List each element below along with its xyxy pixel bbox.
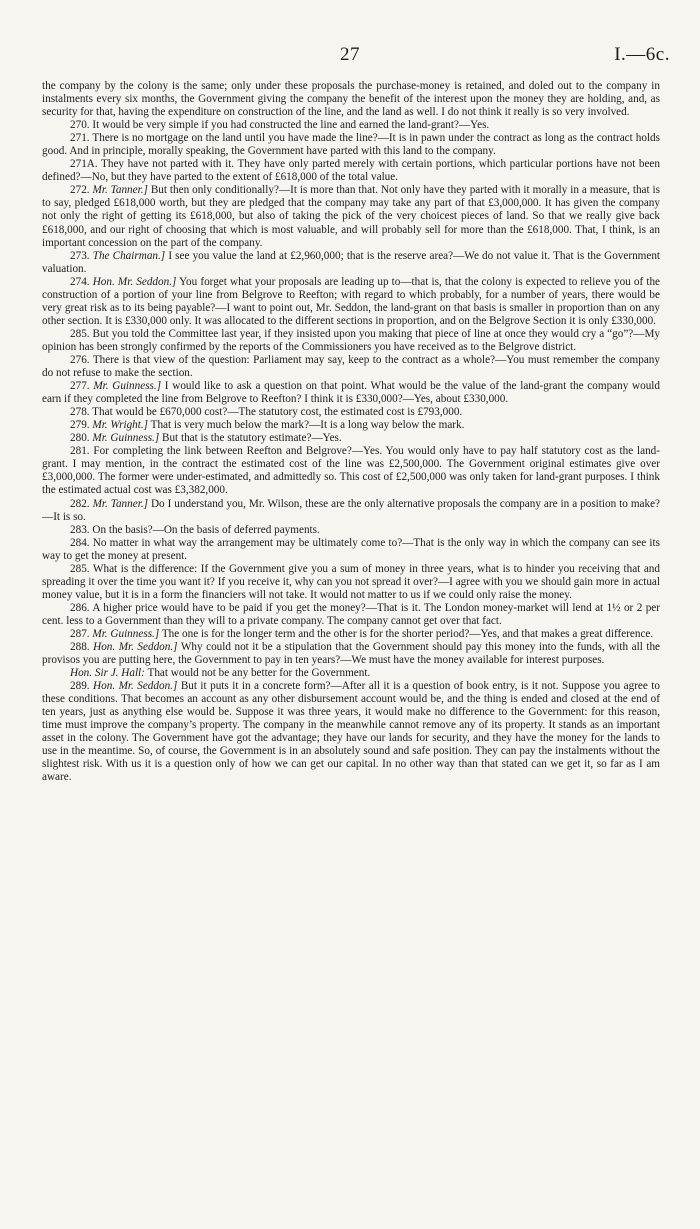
speaker: Mr. Guinness.]	[92, 627, 160, 640]
speaker: Hon. Mr. Seddon.]	[93, 641, 178, 654]
question-number: 277.	[70, 380, 94, 393]
paragraph	[42, 380, 660, 406]
paragraph	[42, 432, 660, 445]
question-number: 288.	[70, 641, 94, 654]
paragraph-text: But it puts it in a concrete form?—After all it is a question of book entry, is it not. Suppose you agree to these conditions. That becomes an account as any other disbursement account would be, and the thing is ended and closed at the end of ten years, just as anything else would be. Suppose it was three years, it would make no difference to the Government: for this reason, time must improve the company’s property. The company in the meanwhile cannot remove any of its property. It stands as an important asset in the colony. The Government have got the advantage; they have our lands for security, and they have the money for the lands to use in the meantime. So, of course, the Government is in an absolutely sound and safe position. They can pay the instalments without the slightest risk. With us it is a question only of how we can get our capital. In no other way than that stated can we get it, so far as I am aware.	[42, 680, 661, 784]
question-number: 282.	[70, 497, 93, 510]
paragraph-text: Why could not it be a stipulation that the Government should pay this money into the funds, with all the provisos you are putting here, the Government to pay in ten years?—We must have the money available for interest purposes.	[42, 641, 661, 667]
paragraph: 271. There is no mortgage on the land until you have made the line?—It is in pawn under the contract as long as the contract holds good. And in principle, morally speaking, the Government have parted with this land to the company.	[42, 132, 660, 158]
paragraph	[42, 498, 660, 524]
speaker: Hon. Sir J. Hall:	[70, 667, 145, 680]
paragraph	[42, 628, 660, 641]
paragraph-text: But then only conditionally?—It is more than that. Not only have they parted with it morally in a measure, that is to say, pledged £618,000 worth, but they are pledged that the company may take any part of that £3,000,000. It has given the company not only the right of getting its £618,000, but also of taking the pick of the very choicest pieces of land. So that we really give back £618,000, and our right of choosing that which is most valuable, and will probably sell for more than the £618,000. That, I think, is an important concession on the part of the company.	[42, 184, 661, 249]
paragraph: 285. But you told the Committee last year, if they insisted upon you making that piece of line at once they would cry a “go”?—My opinion has been strongly confirmed by the reports of the Commissioners you have received as to the Belgrove district.	[42, 327, 660, 353]
paragraph	[42, 184, 660, 249]
speaker: The Chairman.]	[92, 249, 166, 262]
speaker: Mr. Guinness.]	[92, 432, 160, 445]
paragraph	[42, 419, 660, 432]
page-header	[0, 44, 700, 68]
question-number: 273.	[70, 249, 93, 262]
paragraph-text: Do I understand you, Mr. Wilson, these are the only alternative proposals the company are in a position to make?—It is so.	[42, 497, 661, 523]
paragraph-text: You forget what your proposals are leading up to—that is, that the colony is expected to relieve you of the construction of a portion of your line from Belgrove to Reefton; with regard to which probably, for a number of years, there would be very great risk as to its being payable?—I want to point out, Mr. Seddon, the land-grant on that basis is smaller in proportion than on any other section. It is £330,000 only. It was allocated to the different sections in proportion, and on the Belgrove Section it is only £330,000.	[42, 275, 661, 327]
speaker: Mr. Tanner.]	[92, 497, 148, 510]
speaker: Mr. Wright.]	[92, 419, 149, 432]
paragraph-text: That is very much below the mark?—It is a long way below the mark.	[150, 419, 465, 432]
paragraph	[42, 250, 660, 276]
paragraph-text: I see you value the land at £2,960,000; that is the reserve area?—We do not value it. That is the Government valuation.	[42, 249, 661, 275]
paragraph: 284. No matter in what way the arrangement may be ultimately come to?—That is the only way in which the company can see its way to get the money at present.	[42, 536, 660, 562]
paragraph	[42, 641, 660, 667]
question-number: 279.	[70, 419, 93, 432]
question-number: 287.	[70, 627, 93, 640]
question-number: 280.	[70, 432, 93, 445]
paragraph: 281. For completing the link between Reefton and Belgrove?—Yes. You would only have to pay half statutory cost as the land-grant. I may mention, in the contract the estimated cost of the line was £2,500,000. The Government original estimates give over £3,000,000. The former were under-estimated, and admittedly so. This cost of £2,500,000 was only taken for land-grant purposes. I think the estimated actual cost was £3,382,000.	[42, 445, 660, 497]
paragraph: 278. That would be £670,000 cost?—The statutory cost, the estimated cost is £793,000.	[70, 406, 463, 419]
paragraph: 270. It would be very simple if you had constructed the line and earned the land-grant?—Yes.	[70, 119, 490, 132]
paragraph-text: But that is the statutory estimate?—Yes.	[162, 432, 342, 445]
paragraph-text: I would like to ask a question on that point. What would be the value of the land-grant the company would earn if they completed the line from Belgrove to Reefton? I think it is £330,000?—Yes, about £330,000.	[42, 380, 661, 406]
paragraph: the company by the colony is the same; only under these proposals the purchase-money is retained, and doled out to the company in instalments every six months, the Government giving the company the benefit of the interest upon the money they are holding, and, as security for that, having the expenditure on construction of the line, and the land as well. I do not think it really is so very involved.	[42, 80, 660, 119]
paragraph-text: The one is for the longer term and the other is for the shorter period?—Yes, and that makes a great difference.	[161, 627, 654, 640]
paragraph: 271A. They have not parted with it. They have only parted merely with certain portions, which particular portions have not been defined?—No, but they have parted to the extent of £618,000 of the total value.	[42, 158, 660, 184]
question-number: 272.	[70, 184, 93, 197]
paragraph: 276. There is that view of the question: Parliament may say, keep to the contract as a whole?—You must remember the company do not refuse to make the section.	[42, 353, 660, 380]
paragraph: 285. What is the difference: If the Government give you a sum of money in three years, what is to hinder you receiving that and spreading it over the time you want it? If you receive it, why can you not spread it over?—I agree with you we should gain more in actual money value, but it is in a form the financiers will not take. It would not matter to us if we could only raise the money.	[42, 562, 660, 601]
paragraph	[42, 276, 660, 328]
paragraph	[42, 680, 660, 784]
speaker: Mr. Tanner.]	[92, 184, 148, 197]
paragraph-text: That would not be any better for the Government.	[147, 667, 371, 680]
paragraph: 283. On the basis?—On the basis of deferred payments.	[70, 523, 320, 536]
paragraph: 286. A higher price would have to be paid if you get the money?—That is it. The London money-market will lend at 1½ or 2 per cent. less to a Government than they will to a private company. The company cannot get over that fact.	[42, 601, 660, 627]
speaker: Hon. Mr. Seddon.]	[93, 680, 178, 693]
speaker: Mr. Guinness.]	[93, 380, 162, 393]
question-number: 289.	[70, 680, 94, 693]
series-reference: I.—6c.	[614, 44, 670, 65]
speaker: Hon. Mr. Seddon.]	[92, 275, 177, 288]
body-text	[42, 80, 660, 785]
paragraph	[42, 667, 660, 680]
page-number: 27	[340, 44, 360, 65]
question-number: 274.	[70, 275, 93, 288]
